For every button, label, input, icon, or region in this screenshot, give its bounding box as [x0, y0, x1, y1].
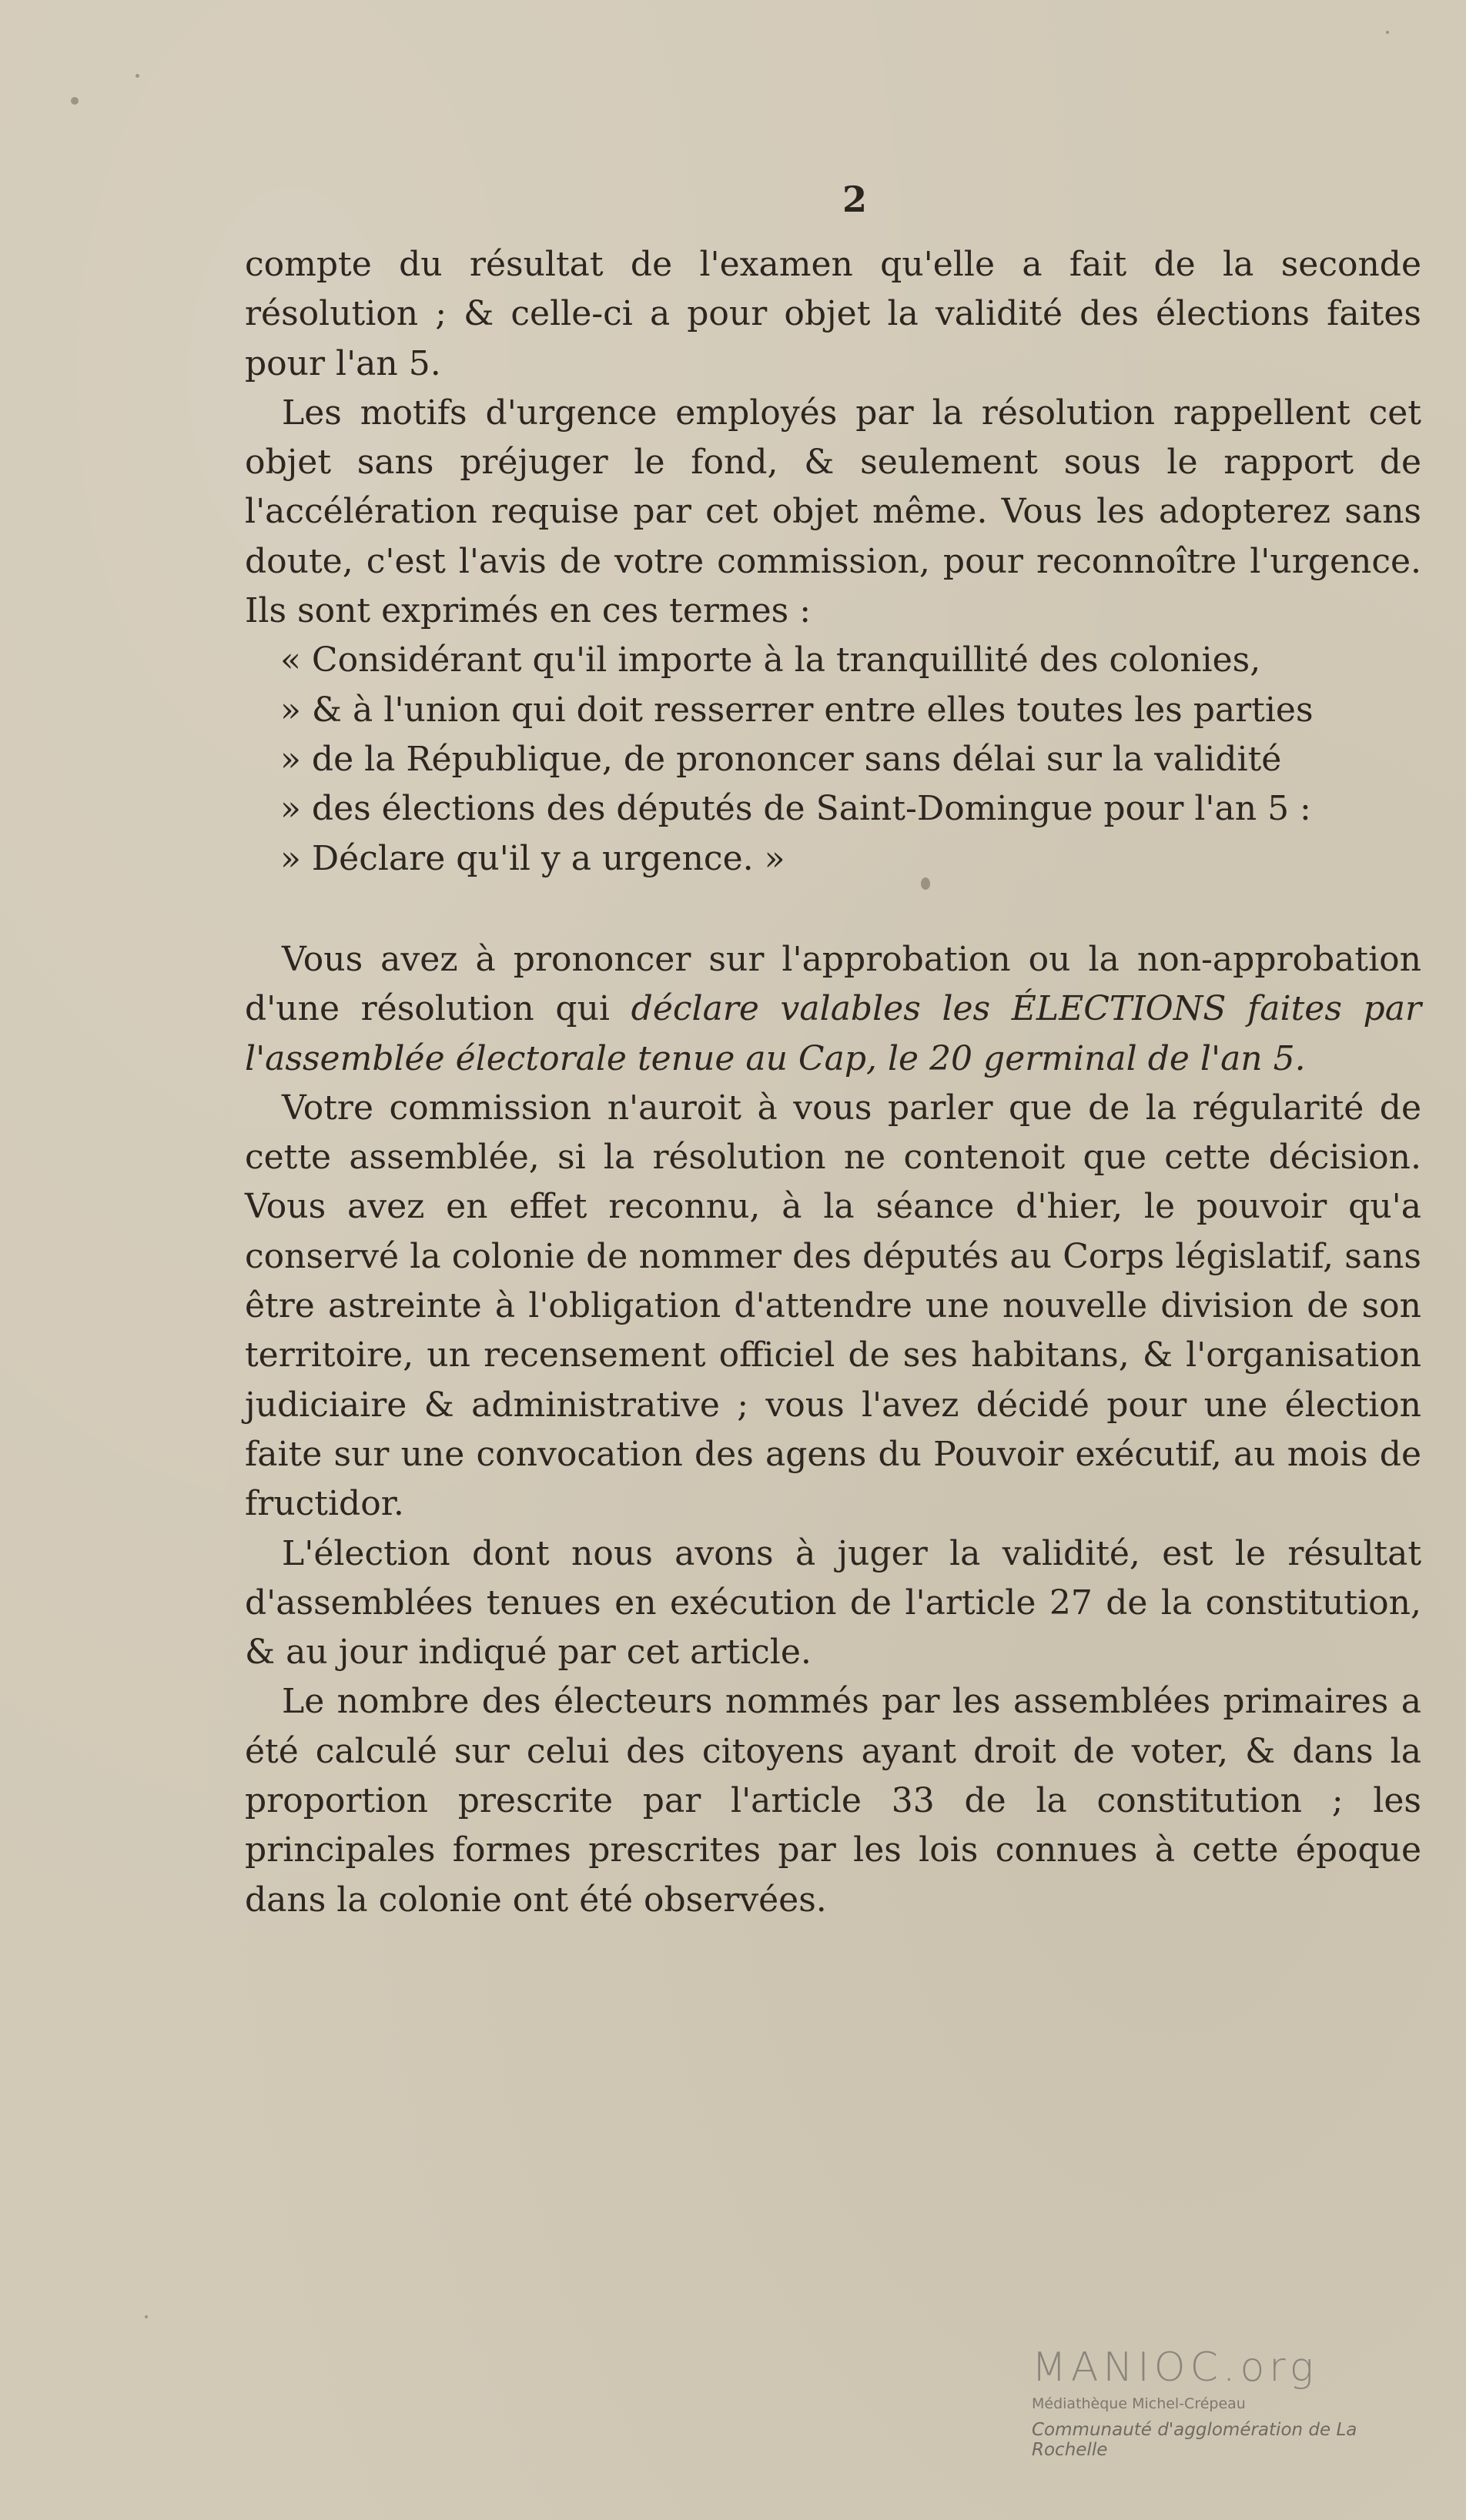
quote-line-1: « Considérant qu'il importe à la tranquillité des colonies,	[280, 640, 1261, 680]
manioc-watermark	[1032, 2345, 1432, 2460]
paper-speck	[136, 74, 139, 78]
paragraph-3-text: Vous avez à prononcer sur l'approbation ou la non-approbation d'une résolution qui	[245, 940, 1421, 1029]
quote-line-3: » de la République, de prononcer sans délai sur la validité	[280, 739, 1282, 779]
watermark-library-name: Médiathèque Michel-Crépeau	[1032, 2395, 1246, 2412]
watermark-community-name: Communauté d'agglomération de La Rochelle	[1032, 2420, 1357, 2460]
body-text-top	[245, 240, 1421, 884]
paragraph-6: Le nombre des électeurs nommés par les assemblées primaires a été calculé sur celui des citoyens ayant droit de voter, & dans la proportion prescrite par l'article 33 de la constitution ; les principales formes prescrites par les lois connues à cette époque dans la colonie ont été observées.	[245, 1682, 1421, 1920]
paper-speck	[1386, 31, 1389, 34]
paper-speck	[145, 2315, 148, 2318]
paragraph-1: compte du résultat de l'examen qu'elle a fait de la seconde résolution ; & celle-ci a pour objet la validité des élections faites pour l'an 5.	[245, 245, 1421, 383]
quote-line-5: » Déclare qu'il y a urgence. »	[280, 838, 785, 878]
paragraph-4: Votre commission n'auroit à vous parler que de la régularité de cette assemblée, si la résolution ne contenoit que cette décision. Vous avez en effet reconnu, à la séance d'hier, le pouvoir qu'a conservé la colonie de nommer des députés au Corps législatif, sans être astreinte à l'obligation d'attendre une nouvelle division de son territoire, un recensement officiel de ses habitans, & l'organisation judiciaire & administrative ; vous l'avez décidé pour une élection faite sur une convocation des agens du Pouvoir exécutif, au mois de fructidor.	[245, 1088, 1421, 1524]
quote-line-2: » & à l'union qui doit resserrer entre elles toutes les parties	[280, 690, 1314, 730]
paper-speck	[71, 97, 79, 105]
body-text-bottom	[245, 935, 1421, 1925]
quote-line-4: » des élections des députés de Saint-Domingue pour l'an 5 :	[280, 789, 1311, 829]
manioc-logo: MANIOC.org	[1032, 2345, 1318, 2391]
page-number: 2	[842, 179, 867, 220]
paragraph-5: L'élection dont nous avons à juger la validité, est le résultat d'assemblées tenues en exécution de l'article 27 de la constitution, & au jour indiqué par cet article.	[245, 1533, 1421, 1673]
paragraph-3-italic: déclare valables les ÉLECTIONS faites par l'assemblée électorale tenue au Cap, le 20 germinal de l'an 5.	[245, 989, 1421, 1078]
paragraph-2: Les motifs d'urgence employés par la résolution rappellent cet objet sans préjuger le fond, & seulement sous le rapport de l'accélération requise par cet objet même. Vous les adopterez sans doute, c'est l'avis de votre commission, pour reconnoître l'urgence. Ils sont exprimés en ces termes :	[245, 393, 1421, 631]
paragraph-3	[245, 935, 1421, 1084]
